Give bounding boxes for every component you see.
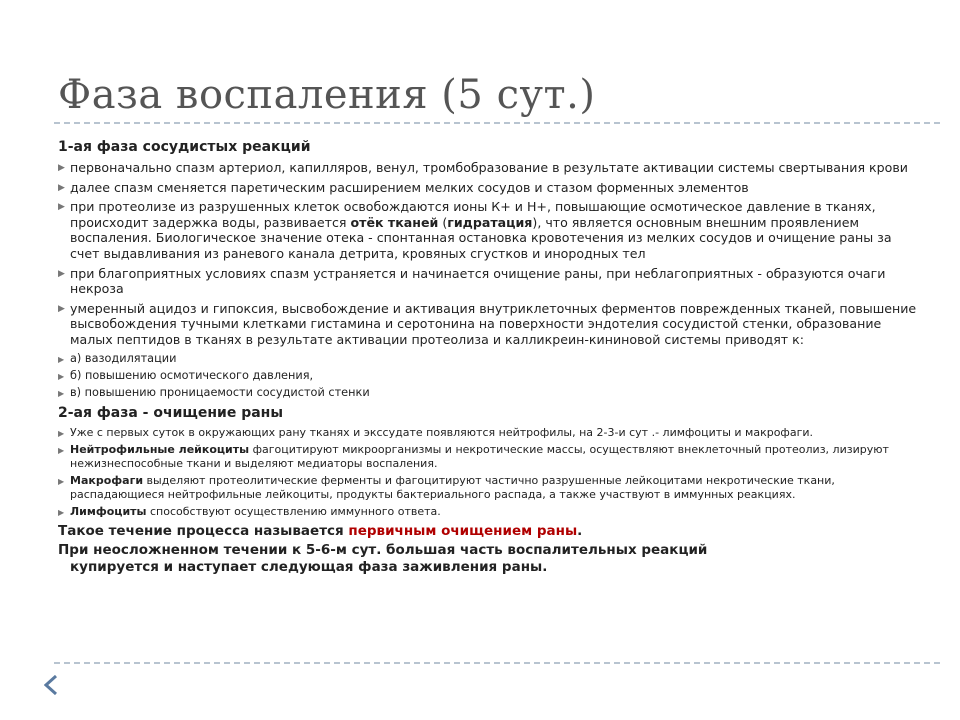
- slide-body: [58, 138, 918, 576]
- triangle-right-icon: ▶: [58, 354, 65, 364]
- list-item: ▶ при благоприятных условиях спазм устраняется и начинается очищение раны, при неблагоприятных - образуются очаги некроза: [58, 265, 886, 297]
- triangle-right-icon: ▶: [58, 163, 65, 173]
- chevron-left-icon: [44, 675, 58, 695]
- triangle-right-icon: ▶: [58, 428, 65, 438]
- triangle-right-icon: ▶: [58, 445, 65, 455]
- list-item: ▶ Уже с первых суток в окружающих рану тканях и экссудате появляются нейтрофилы, на 2-3-и сут .- лимфоциты и макрофаги.: [58, 425, 813, 439]
- phase2-heading: 2-ая фаза - очищение раны: [58, 404, 284, 421]
- conclusion-line: Такое течение процесса называется первичным очищением раны.: [58, 522, 583, 539]
- list-item: ▶ Лимфоциты способствуют осуществлению иммунного ответа.: [58, 504, 441, 518]
- footer-divider: [54, 662, 940, 664]
- list-item: ▶ умеренный ацидоз и гипоксия, высвобождение и активация внутриклеточных ферментов поврежденных тканей, повышение высвобождения тучными клетками гистамина и серотонина на поверхности эндотелия сосудистой стенки, образование малых пептидов в тканях в результате активации протеолиза и калликреин-кининовой системы приводят к:: [58, 300, 917, 347]
- title-divider: [54, 122, 940, 124]
- sub-item: ▶ а) вазодилятации: [58, 351, 177, 365]
- triangle-right-icon: ▶: [58, 268, 65, 279]
- triangle-right-icon: ▶: [58, 371, 65, 381]
- list-item: ▶ первоначально спазм артериол, капилляров, венул, тромбобразование в результате активации системы свертывания крови: [58, 160, 908, 175]
- sub-item: ▶ в) повышению проницаемости сосудистой стенки: [58, 385, 370, 399]
- triangle-right-icon: ▶: [58, 388, 65, 398]
- triangle-right-icon: ▶: [58, 507, 65, 517]
- list-item: ▶ Макрофаги выделяют протеолитические ферменты и фагоцитируют частично разрушенные лейкоцитами некротические ткани, распадающиеся нейтрофильные лейкоциты, продукты бактериального распада, а также участвуют в иммунных реакциях.: [58, 473, 835, 501]
- slide-title: Фаза воспаления (5 сут.): [58, 72, 596, 118]
- phase1-heading: 1-ая фаза сосудистых реакций: [58, 139, 311, 155]
- triangle-right-icon: ▶: [58, 182, 65, 193]
- triangle-right-icon: ▶: [58, 476, 65, 486]
- triangle-right-icon: ▶: [58, 202, 65, 213]
- list-item: ▶ при протеолизе из разрушенных клеток освобождаются ионы К+ и Н+, повышающие осмотическое давление в тканях, происходит задержка воды, развивается отёк тканей (гидратация), что является основным внешним проявлением воспаления. Биологическое значение отека - спонтанная остановка кровотечения из мелких сосудов и очищение раны за счет выдавливания из раневого канала детрита, кровяных сгустков и инородных тел: [58, 199, 892, 261]
- list-item: ▶ далее спазм сменяется паретическим расширением мелких сосудов и стазом форменных элементов: [58, 179, 749, 195]
- sub-item: ▶ б) повышению осмотического давления,: [58, 368, 314, 382]
- conclusion-line-2: При неосложненном течении к 5-6-м сут. большая часть воспалительных реакций купируется и наступает следующая фаза заживления раны.: [58, 541, 708, 575]
- triangle-right-icon: ▶: [58, 303, 65, 314]
- list-item: ▶ Нейтрофильные лейкоциты фагоцитируют микроорганизмы и некротические массы, осуществляют внеклеточный протеолиз, лизируют нежизнеспособные ткани и выделяют медиаторы воспаления.: [58, 442, 889, 470]
